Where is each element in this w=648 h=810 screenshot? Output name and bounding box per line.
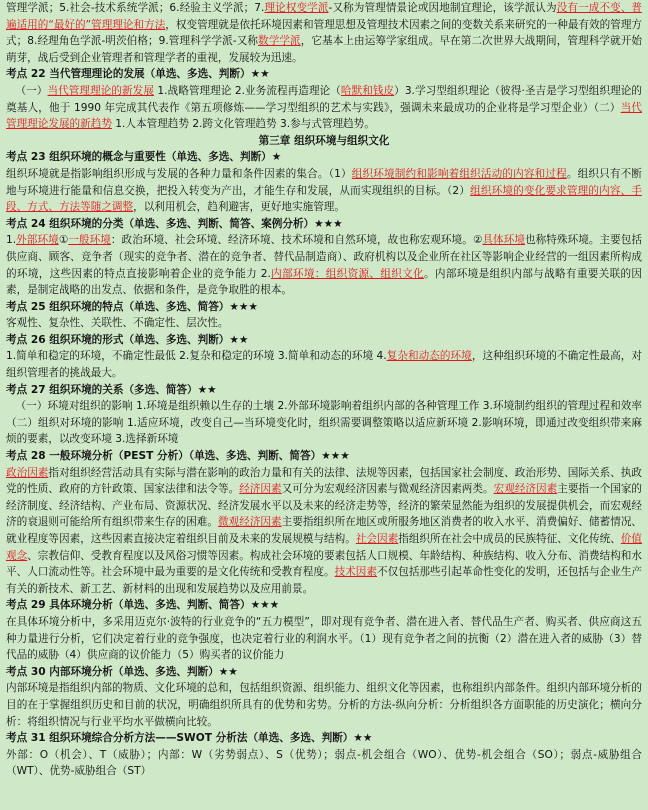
text-run: 1. <box>6 234 17 247</box>
highlighted-term: 价值观念 <box>6 533 643 562</box>
paragraph <box>6 315 642 332</box>
text-run: （一） <box>15 84 48 97</box>
text-run: 考点 25 组织环境的特点（单选、多选、简答）★★★ <box>6 300 258 313</box>
section-heading <box>6 149 642 166</box>
text-run: 考点 31 组织环境综合分析方法——SWOT 分析法（单选、多选、判断）★★ <box>6 732 373 745</box>
highlighted-term: 微观经济因素 <box>218 516 282 529</box>
text-run: ，权变管理就是依托环境因素和管理思想及管理技术因素之间的变数关系来研究的一种最有效的管理方式；8.经理角色学派-明茨伯格；9.管理科学学派-又称 <box>6 18 643 48</box>
paragraph <box>6 232 642 298</box>
text-run: 组织环境就是指影响组织形成与发展的各种力量和条件因素的集合。（1） <box>6 167 352 180</box>
text-run: 1.战略管理理论 2.业务流程再造理论（ <box>153 84 341 97</box>
section-heading <box>6 66 642 83</box>
text-run: 主要指一个国家的经济制度、经济结构、产业布局、资源状况、经济发展水平以及未来的经济走势等，经济的繁荣显然能为组织的发展提供机会，而宏观经济的衰退则可能给所有组织带来生存的困难。 <box>6 483 643 529</box>
highlighted-term: 复杂和动态的环境 <box>386 350 472 363</box>
paragraph <box>6 83 642 133</box>
text-run: 考点 22 当代管理理论的发展（单选、多选、判断）★★ <box>6 68 270 81</box>
text-run: ，这种组织环境的不确定性最高，对组织管理者的挑战最大。 <box>6 350 643 380</box>
text-run: 考点 26 组织环境的形式（单选、多选、判断）★★ <box>6 333 249 346</box>
text-run: 又可分为宏观经济因素与微观经济因素两类。 <box>281 483 494 496</box>
text-run: 、宗教信仰、受教育程度以及风俗习惯等因素。构成社会环境的要素包括人口规模、年龄结构、种族结构、收入分布、消费结构和水平、人口流动性等。社会环境中最为重要的是文化传统和受教育程度。 <box>6 549 642 579</box>
section-heading <box>6 597 642 614</box>
text-run: 在具体环境分析中，多采用迈克尔·波特的行业竞争的“五力模型”，即对现有竞争者、潜在进入者、替代品生产者、购买者、供应商这五种力量进行分析，它们决定着行业的竞争强度，也决定着行业的利润水平。（1）现有竞争者之间的抗衡（2）潜在进入者的威胁（3）替代品的威胁（4）供应商的议价能力（5）购买者的议价能力 <box>6 615 642 662</box>
paragraph <box>6 680 642 730</box>
text-run: -又称为管理情景论或因地制宜理论，该学派认为 <box>328 2 557 14</box>
text-run: 考点 23 组织环境的概念与重要性（单选、多选、判断）★ <box>6 151 282 164</box>
highlighted-term: 哈默和钱皮 <box>340 84 395 97</box>
text-run: 。组织只有不断地与环境进行能量和信息交换，把投入转变为产出，才能生存和发展，从而实现组织的目标。（2） <box>6 167 643 197</box>
paragraph <box>6 0 642 66</box>
section-heading <box>6 664 642 681</box>
highlighted-term: 技术因素 <box>334 566 378 579</box>
text-run: ，它基本上由运筹学家组成。早在第二次世界大战期间，管理科学就开始萌芽，战后受到企业管理者和管理学者的重视，发展较为迅速。 <box>6 35 642 64</box>
chapter-title <box>6 133 642 150</box>
highlighted-term: 当代管理理论发展的新趋势 <box>6 101 643 131</box>
paragraph <box>6 166 642 216</box>
text-run: 考点 27 组织环境的关系（多选、简答）★★ <box>6 383 217 396</box>
highlighted-term: 内部环境 <box>270 267 315 280</box>
highlighted-term: 具体环境 <box>482 234 525 247</box>
highlighted-term: 经济因素 <box>239 483 282 496</box>
text-run: ① <box>58 234 69 247</box>
text-run: 管理学派；5.社会-技术系统学派；6.经验主义学派；7. <box>6 2 265 14</box>
text-run: 外部：O（机会）、T（威胁）；内部：W（劣势弱点）、S（优势）；弱点-机会组合（WO）、优势-机会组合（SO）；弱点-威胁组合（WT）、优势-威胁组合（ST） <box>6 748 642 778</box>
section-heading <box>6 730 642 747</box>
text-run: 内部环境是指组织内部的物质、文化环境的总和，包括组织资源、组织能力、组织文化等因素，也称组织内部条件。组织内部环境分析的目的在于掌握组织历史和目前的状况，明确组织所具有的优势和劣势。分析的方法-纵向分析：分析组织各方面职能的历史演化；横向分析：将组织情况与行业平均水平做横向比较。 <box>6 682 642 728</box>
text-run: 考点 29 具体环境分析（单选、多选、判断、简答）★★★ <box>6 599 280 612</box>
paragraph <box>6 398 642 448</box>
paragraph <box>6 465 642 598</box>
highlighted-term: ：组织资源、组织文化 <box>314 267 424 280</box>
highlighted-term: 组织环境的变化要求管理的内容、手段、方式、方法等随之调整 <box>6 184 642 214</box>
highlighted-term: 社会因素 <box>355 533 399 545</box>
text-run: 考点 24 组织环境的分类（单选、多选、判断、简答、案例分析）★★★ <box>6 217 343 230</box>
section-heading <box>6 382 642 399</box>
text-run: 1.人本管理趋势 2.跨文化管理趋势 3.参与式管理趋势。 <box>111 118 375 131</box>
paragraph <box>6 348 642 381</box>
highlighted-term: 外部环境 <box>16 234 59 247</box>
section-heading <box>6 299 642 316</box>
text-run: 考点 30 内部环境分析（单选、多选、判断）★★ <box>6 665 238 678</box>
text-run: 也称特殊环境。主要包括供应商、顾客、竞争者（现实的竞争者、潜在的竞争者、替代品制造商）、政府机构以及企业所在社区等影响企业经营的一组因素所构成的环境，这些因素的特点直接影响着企业的竞争能力 2. <box>6 234 643 280</box>
text-run: 客观性、复杂性、关联性、不确定性、层次性。 <box>6 317 229 330</box>
text-run: 指对组织经营活动具有实际与潜在影响的政治力量和有关的法律、法规等因素，包括国家社会制度、政治形势、国际关系、执政党的性质、政府的方针政策、国家法律和法令等。 <box>6 466 643 496</box>
text-run: 考点 28 一般环境分析（PEST 分析）（单选、多选、判断、简答）★★★ <box>6 450 350 463</box>
text-run: ，以利用机会，趋利避害，更好地实施管理。 <box>133 201 345 214</box>
highlighted-term: 当代管理理论的新发展 <box>47 84 154 97</box>
section-heading <box>6 448 642 465</box>
text-run: 第三章 组织环境与组织文化 <box>258 134 390 147</box>
highlighted-term: 宏观经济因素 <box>493 483 558 496</box>
text-run: 。内部环境是组织内部与战略有重要关联的因素，是制定战略的出发点、依据和条件，是竞争取胜的根本。 <box>6 267 642 297</box>
paragraph <box>6 614 642 664</box>
section-heading <box>6 216 642 233</box>
text-run: ）3.学习型组织理论（彼得·圣吉是学习型组织理论的奠基人，他于 1990 年完成其代表作《第五项修炼——学习型组织的艺术与实践》，强调未来最成功的企业将是学习型企业）（二） <box>6 84 643 114</box>
text-run: 1.简单和稳定的环境，不确定性最低 2.复杂和稳定的环境 3.简单和动态的环境 4. <box>6 350 387 363</box>
paragraph <box>6 747 642 780</box>
highlighted-term: 没有一成不变、普遍适用的“最好的”管理理论和方法 <box>6 2 643 31</box>
highlighted-term: 数学学派 <box>258 35 301 48</box>
text-run: 不仅包括那些引起革命性变化的发明，还包括与企业生产有关的新技术、新工艺、新材料的出现和发展趋势以及应用前景。 <box>6 566 643 595</box>
section-heading <box>6 332 642 349</box>
highlighted-term: 政治因素 <box>6 466 49 479</box>
text-run: 指组织所在社会中成员的民族特征、文化传统、 <box>398 533 621 545</box>
highlighted-term: 一般环境 <box>68 234 111 247</box>
text-run: （一）环境对组织的影响 1.环境是组织赖以生存的土壤 2.外部环境影响着组织内部的各种管理工作 3.环境制约组织的管理过程和效率（二）组织对环境的影响 1.适应环境，改变自己—当环境变化时，组织需要调整策略以适应新环境 2.影响环境，即通过改变组织带来麻烦的要素，以改变环境 3.选择新环境 <box>6 400 642 446</box>
text-run: ：政治环境、社会环境、经济环境、技术环境和自然环境，故也称宏观环境。② <box>110 234 483 247</box>
highlighted-term: 组织环境制约和影响着组织活动的内容和过程 <box>351 167 567 180</box>
text-run: 主要指组织所在地区或所服务地区消费者的收入水平、消费偏好、储蓄情况、就业程度等因素，这些因素直接决定着组织目前及未来的发展规模与结构。 <box>6 516 643 545</box>
highlighted-term: 理论权变学派 <box>264 2 329 14</box>
